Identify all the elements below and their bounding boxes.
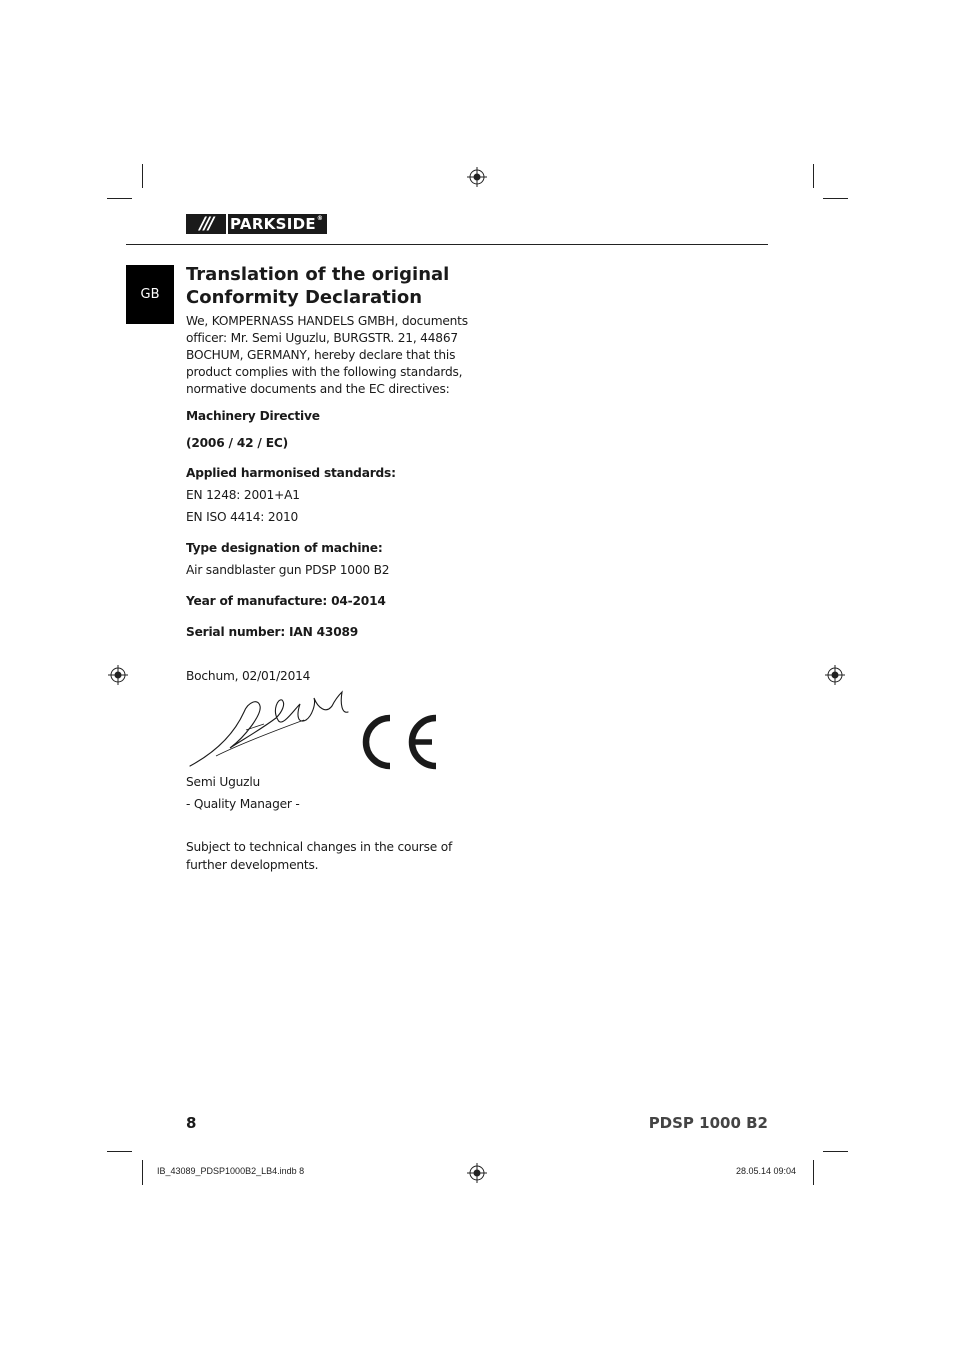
registration-target-icon [467,1163,487,1183]
standards-heading: Applied harmonised standards: [186,466,396,480]
intro-line: normative documents and the EC directives: [186,382,450,396]
crop-mark-bottom-right-h [823,1151,848,1152]
directive-code: (2006 / 42 / EC) [186,436,288,450]
standard-item: EN 1248: 2001+A1 [186,488,300,502]
title-line-1: Translation of the original [186,264,450,285]
signature-image [186,690,356,776]
serial-number: Serial number: IAN 43089 [186,625,359,639]
ce-mark-icon [358,712,440,776]
registration-target-icon [825,665,845,685]
crop-mark-bottom-left-v [142,1160,143,1185]
registration-target-icon [108,665,128,685]
logo-text [226,214,327,234]
crop-mark-top-left-v [142,164,143,188]
registered-mark: ® [316,215,324,222]
intro-line: product complies with the following standards, [186,365,463,379]
disclaimer-line: further developments. [186,858,319,872]
page-number: 8 [186,1114,197,1132]
year-of-manufacture: Year of manufacture: 04-2014 [186,594,386,608]
signatory-role: - Quality Manager - [186,797,300,811]
intro-paragraph [186,313,486,398]
intro-line: BOCHUM, GERMANY, hereby declare that this [186,348,456,362]
registration-target-icon [467,167,487,187]
crop-mark-bottom-right-v [813,1160,814,1185]
crop-mark-bottom-left-h [107,1151,132,1152]
place-date: Bochum, 02/01/2014 [186,669,311,683]
type-designation-value: Air sandblaster gun PDSP 1000 B2 [186,563,390,577]
header-rule [126,244,768,245]
page-title [186,263,526,309]
logo-slashes: /// [186,214,226,234]
intro-line: We, KOMPERNASS HANDELS GMBH, documents [186,314,468,328]
model-number: PDSP 1000 B2 [648,1114,768,1132]
directive-name: Machinery Directive [186,409,320,423]
disclaimer-line: Subject to technical changes in the course of [186,840,453,854]
print-timestamp: 28.05.14 09:04 [736,1166,797,1176]
crop-mark-top-right-h [823,198,848,199]
crop-mark-top-left-h [107,198,132,199]
type-designation-heading: Type designation of machine: [186,541,383,555]
standard-item: EN ISO 4414: 2010 [186,510,299,524]
logo-name: PARKSIDE [230,215,316,233]
crop-mark-top-right-v [813,164,814,188]
language-tab: GB [126,265,174,324]
signatory-name: Semi Uguzlu [186,775,261,789]
parkside-logo [186,214,327,234]
print-file-info: IB_43089_PDSP1000B2_LB4.indb 8 [157,1166,305,1176]
intro-line: officer: Mr. Semi Uguzlu, BURGSTR. 21, 44867 [186,331,458,345]
title-line-2: Conformity Declaration [186,287,423,308]
